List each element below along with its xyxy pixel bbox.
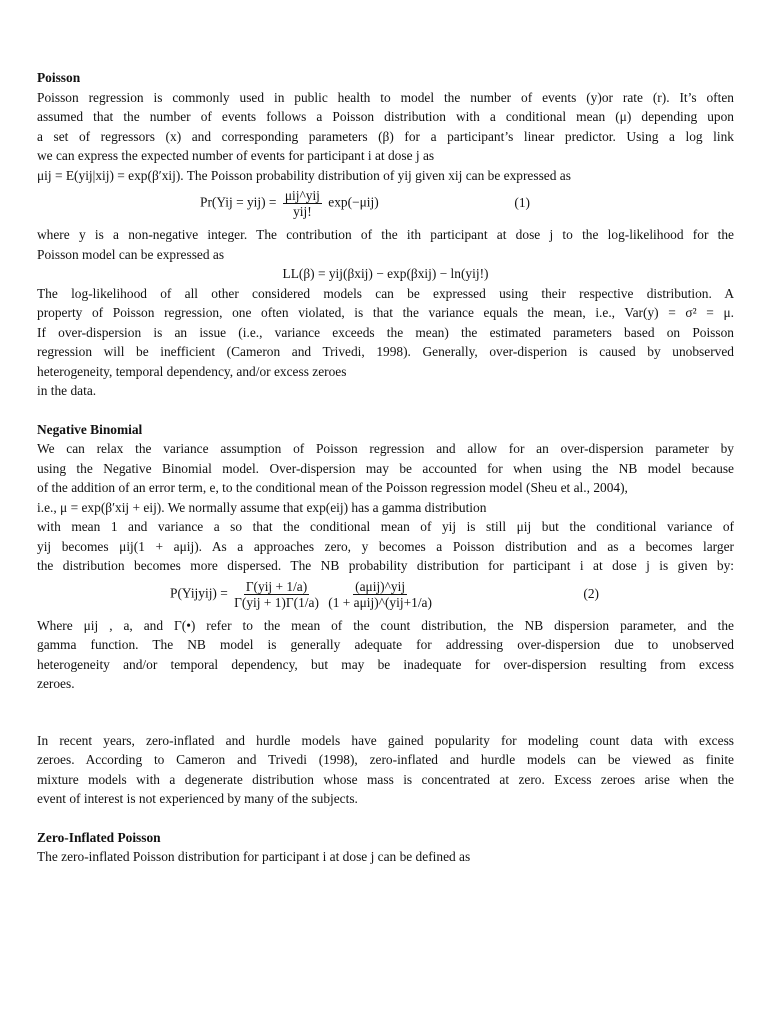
recent-years-paragraph bbox=[37, 731, 734, 809]
text-line: of the addition of an error term, e, to the conditional mean of the Poisson regression model (Sheu et al., 2004), bbox=[37, 480, 628, 495]
negbin-paragraph-2 bbox=[37, 616, 734, 694]
equation-2-fraction-gamma bbox=[234, 579, 319, 610]
text-line: in the data. bbox=[37, 383, 97, 398]
text-line: μij = E(yij|xij) = exp(β′xij). The Poisson probability distribution of yij given xij can be expressed as bbox=[37, 167, 571, 183]
text-line: gamma function. The NB model is generally adequate for addressing over-dispersion due to unobserved bbox=[37, 637, 734, 652]
equation-2-denominator-power: (1 + aμij)^(yij+1/a) bbox=[328, 594, 432, 610]
section-heading-negative-binomial: Negative Binomial bbox=[37, 421, 143, 437]
text-line: property of Poisson regression, one often violated, is that the variance equals the mean, i.e., Var(y) = σ² = μ. bbox=[37, 305, 734, 320]
text-line: Poisson regression is commonly used in public health to model the number of events (y)or rate (r). It’s often bbox=[37, 89, 734, 105]
equation-2-fraction-power bbox=[328, 579, 432, 610]
equation-2-number: (2) bbox=[583, 585, 599, 601]
negbin-paragraph-1 bbox=[37, 439, 734, 576]
equation-1-number: (1) bbox=[514, 195, 530, 210]
equation-1-rhs: exp(−μij) bbox=[328, 194, 379, 210]
text-line: the distribution becomes more dispersed. The NB probability distribution for participant i at dose j is given by: bbox=[37, 558, 734, 573]
equation-2-numerator-gamma: Γ(yij + 1/a) bbox=[245, 578, 308, 594]
document-page bbox=[37, 68, 734, 867]
text-line: where y is a non-negative integer. The contribution of the ith participant at dose j to the log-likelihood for the bbox=[37, 227, 734, 242]
text-line: The zero-inflated Poisson distribution for participant i at dose j can be defined as bbox=[37, 849, 471, 864]
text-line: We can relax the variance assumption of Poisson regression and allow for an over-dispersion parameter by bbox=[37, 441, 734, 456]
equation-log-likelihood: LL(β) = yij(βxij) − exp(βxij) − ln(yij!) bbox=[282, 266, 489, 281]
text-line: heterogeneity, temporal dependency, and/or excess zeroes bbox=[37, 363, 347, 379]
text-line: mixture models with a degenerate distribution whose mass is concentrated at zero. Excess zeroes arise when the bbox=[37, 771, 734, 787]
text-line: zeroes. According to Cameron and Trivedi (1998), zero-inflated and hurdle models can be viewed as finite bbox=[37, 752, 734, 767]
text-line: assumed that the number of events follows a Poisson distribution with a conditional mean (μ) depending upon bbox=[37, 109, 734, 124]
equation-1-numerator: μij^yij bbox=[284, 188, 320, 203]
zip-paragraph bbox=[37, 847, 734, 867]
text-line: zeroes. bbox=[37, 676, 75, 691]
text-line: i.e., μ = exp(β′xij + eij). We normally assume that exp(eij) has a gamma distribution bbox=[37, 499, 487, 515]
poisson-paragraph-1 bbox=[37, 88, 734, 186]
poisson-paragraph-2 bbox=[37, 225, 734, 264]
text-line: with mean 1 and variance a so that the conditional mean of yij is still μij but the conditional variance of bbox=[37, 519, 734, 534]
text-line: we can express the expected number of events for participant i at dose j as bbox=[37, 148, 435, 163]
text-line: yij becomes μij(1 + aμij). As a approaches zero, y becomes a Poisson distribution and as a becomes larger bbox=[37, 538, 734, 554]
text-line: If over-dispersion is an issue (i.e., variance exceeds the mean) the estimated parameters based on Poisson bbox=[37, 324, 734, 340]
text-line: event of interest is not experienced by many of the subjects. bbox=[37, 791, 358, 806]
equation-1-fraction bbox=[283, 188, 322, 219]
equation-1-denominator: yij! bbox=[293, 204, 312, 219]
equation-1-lhs: Pr(Yij = yij) = bbox=[200, 194, 277, 210]
text-line: a set of regressors (x) and corresponding parameters (β) for a participant’s linear predictor. Using a log link bbox=[37, 128, 734, 144]
equation-2 bbox=[37, 576, 734, 616]
equation-1 bbox=[37, 185, 734, 225]
text-line: Poisson model can be expressed as bbox=[37, 246, 225, 262]
section-heading-poisson: Poisson bbox=[37, 70, 81, 85]
equation-2-denominator-gamma: Γ(yij + 1)Γ(1/a) bbox=[234, 594, 319, 610]
text-line: Where μij , a, and Γ(•) refer to the mean of the count distribution, the NB dispersion parameter, and the bbox=[37, 617, 734, 633]
text-line: regression will be inefficient (Cameron and Trivedi, 1998). Generally, over-disperion is caused by unobserved bbox=[37, 344, 734, 359]
section-heading-zip: Zero-Inflated Poisson bbox=[37, 829, 161, 845]
equation-2-numerator-power: (aμij)^yij bbox=[355, 578, 406, 594]
poisson-paragraph-3 bbox=[37, 284, 734, 401]
text-line: In recent years, zero-inflated and hurdle models have gained popularity for modeling count data with excess bbox=[37, 732, 734, 748]
text-line: using the Negative Binomial model. Over-dispersion may be accounted for when using the NB model because bbox=[37, 460, 734, 476]
text-line: The log-likelihood of all other considered models can be expressed using their respective distribution. A bbox=[37, 285, 734, 301]
text-line: heterogeneity and/or temporal dependency, but may be inadequate for over-dispersion resulting from excess bbox=[37, 656, 734, 672]
equation-2-lhs: P(Yijyij) = bbox=[170, 585, 228, 601]
